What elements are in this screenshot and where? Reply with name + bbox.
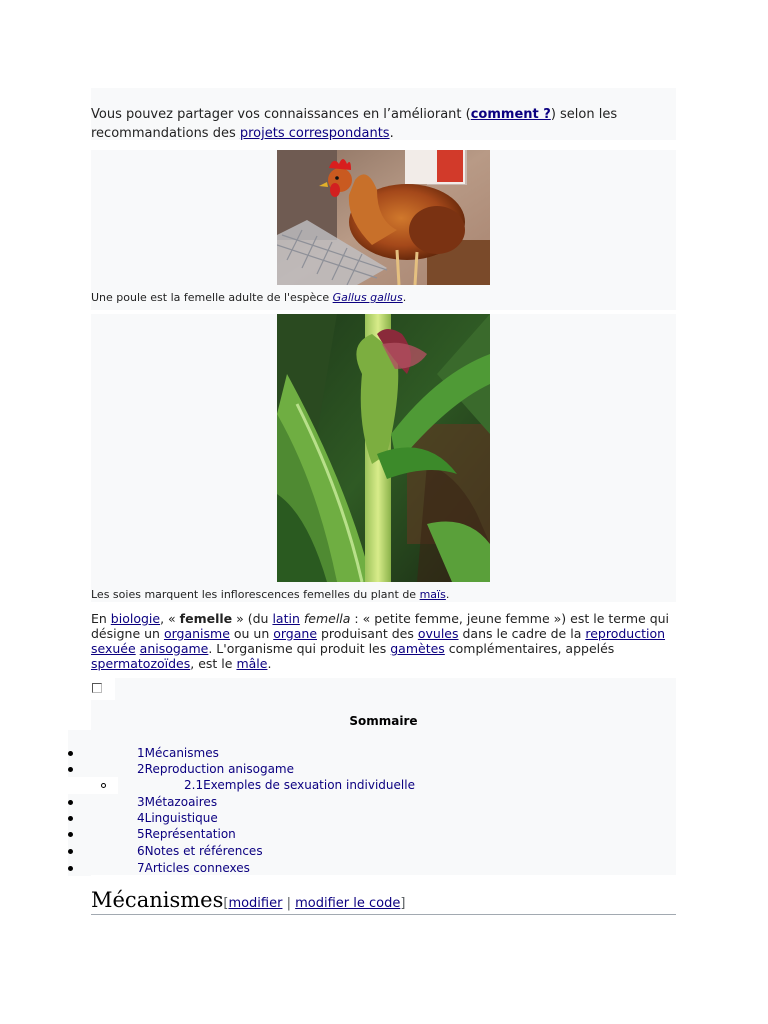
banner-text: [91, 105, 671, 143]
intro-paragraph: [91, 611, 676, 671]
intro-text: En: [91, 611, 111, 626]
toc-label: Reproduction anisogame: [144, 762, 295, 776]
femella-term: femella: [303, 611, 351, 626]
toc-item-exemples-sexuation[interactable]: [184, 778, 415, 792]
projects-link[interactable]: projets correspondants: [239, 126, 390, 141]
hen-image[interactable]: [277, 150, 490, 285]
bracket-close: ]: [400, 896, 406, 911]
toc-number: 5: [137, 827, 145, 841]
intro-text: , est le: [190, 656, 237, 671]
toc-number: 7: [137, 861, 145, 875]
hen-caption-end: .: [402, 291, 407, 304]
corn-image[interactable]: [277, 314, 490, 582]
gallus-gallus-link[interactable]: Gallus gallus: [332, 291, 403, 304]
biologie-link[interactable]: biologie: [110, 611, 161, 626]
toc-label: Représentation: [144, 827, 236, 841]
bullet-icon: [68, 751, 73, 756]
toc-sub-margin: [68, 777, 118, 794]
organisme-link[interactable]: organisme: [163, 626, 230, 641]
latin-link[interactable]: latin: [272, 611, 300, 626]
intro-text: dans le cadre de la: [458, 626, 586, 641]
organe-link[interactable]: organe: [273, 626, 318, 641]
toc-label: Métazoaires: [144, 795, 218, 809]
toc-title: Sommaire: [349, 714, 418, 728]
reproduction-link[interactable]: reproduction: [585, 626, 666, 641]
bullet-icon: [68, 767, 73, 772]
section-title: Mécanismes: [91, 888, 224, 912]
bracket-open: [: [223, 896, 229, 911]
corn-caption: [91, 588, 449, 602]
toc-label: Notes et références: [144, 844, 263, 858]
edit-separator: |: [282, 896, 296, 911]
toc-item-representation[interactable]: [137, 827, 236, 841]
bullet-icon: [68, 816, 73, 821]
intro-text: .: [267, 656, 272, 671]
intro-text: : « petite femme, jeune femme ») est le terme qui désigne un: [91, 611, 670, 641]
intro-text: » (du: [232, 611, 273, 626]
bullet-icon: [68, 800, 73, 805]
toc-item-metazoaires[interactable]: [137, 795, 217, 809]
bullet-icon: [68, 832, 73, 837]
figure-corn: [91, 314, 676, 602]
toc-number: 2: [137, 762, 145, 776]
corn-caption-text: Les soies marquent les inflorescences femelles du plant de: [91, 588, 420, 601]
banner-text-start: Vous pouvez partager vos connaissances en l’améliorant (: [91, 107, 471, 122]
spermatozoides-link[interactable]: spermatozoïdes: [91, 656, 191, 671]
hen-caption-text: Une poule est la femelle adulte de l'espèce: [91, 291, 333, 304]
sexuee-link[interactable]: sexuée: [91, 641, 136, 656]
toc-item-linguistique[interactable]: [137, 811, 218, 825]
toc-toggle-checkbox[interactable]: [91, 678, 115, 700]
toc-label: Mécanismes: [144, 746, 219, 760]
banner-text-middle: ) selon les recommandations des: [91, 107, 618, 141]
bullet-icon: [68, 866, 73, 871]
toc-number: 3: [137, 795, 145, 809]
mais-link[interactable]: maïs: [419, 588, 446, 601]
section-heading-mecanismes: [91, 888, 676, 915]
intro-text: , «: [160, 611, 180, 626]
ovules-link[interactable]: ovules: [417, 626, 459, 641]
male-link[interactable]: mâle: [236, 656, 268, 671]
edit-link[interactable]: modifier: [228, 896, 283, 911]
anisogame-link[interactable]: anisogame: [139, 641, 209, 656]
edit-links: [223, 896, 405, 911]
toc-item-notes-references[interactable]: [137, 844, 263, 858]
bullet-icon: [68, 849, 73, 854]
figure-hen: [91, 150, 676, 310]
toc-label: Linguistique: [144, 811, 218, 825]
edit-source-link[interactable]: modifier le code: [295, 896, 401, 911]
intro-text: . L'organisme qui produit les: [208, 641, 391, 656]
corn-caption-end: .: [445, 588, 450, 601]
toc-number: 4: [137, 811, 145, 825]
gametes-link[interactable]: gamètes: [390, 641, 445, 656]
femelle-term: femelle: [179, 611, 233, 626]
intro-text: ou un: [229, 626, 274, 641]
toc-number: 6: [137, 844, 145, 858]
toc-item-articles-connexes[interactable]: [137, 861, 250, 875]
toc-number: 1: [137, 746, 145, 760]
circle-bullet-icon: [101, 783, 106, 788]
toc-item-reproduction-anisogame[interactable]: [137, 762, 294, 776]
checkbox-icon: [92, 683, 102, 693]
toc-item-mecanismes[interactable]: [137, 746, 219, 760]
toc-label: Exemples de sexuation individuelle: [203, 778, 415, 792]
intro-text: complémentaires, appelés: [444, 641, 615, 656]
improvement-banner: [91, 88, 676, 140]
intro-text: produisant des: [317, 626, 418, 641]
hen-caption: [91, 291, 406, 305]
banner-text-end: .: [389, 126, 394, 141]
toc-label: Articles connexes: [144, 861, 250, 875]
comment-link[interactable]: comment ?: [470, 107, 551, 122]
toc-number: 2.1: [184, 778, 204, 792]
